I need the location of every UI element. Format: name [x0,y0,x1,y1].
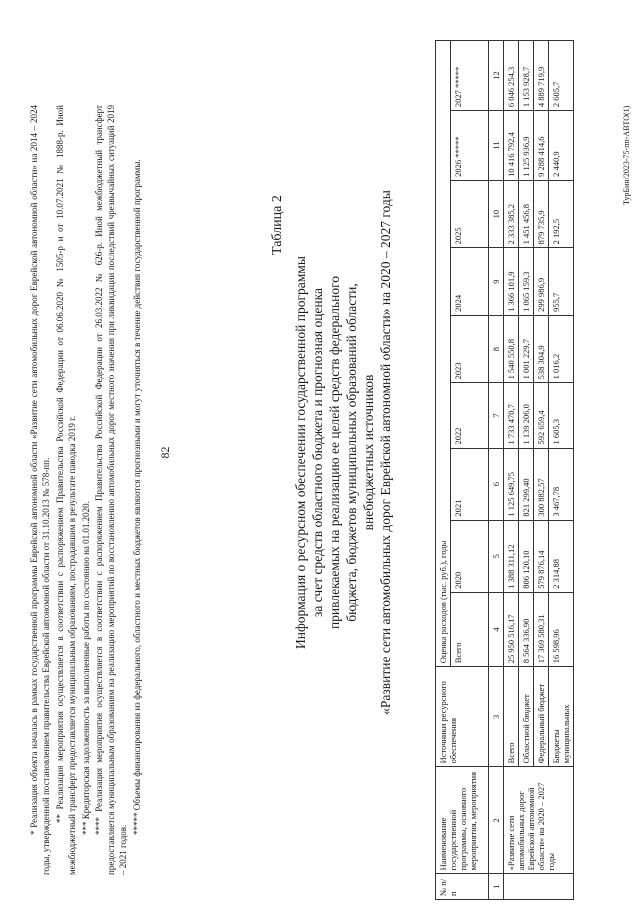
value-cell: 2 333 385,2 [504,180,519,247]
value-cell: 1 139 206,0 [519,383,534,448]
value-cell: 1 125 936,9 [519,111,534,181]
value-cell: 1 125 649,75 [504,448,519,520]
header-estimate: Оценка расходов (тыс. руб.), годы [436,41,451,667]
program-name-cell: «Развитие сети автомобильных дорог Еврейской автономной области» на 2020 – 2027 годы [504,767,574,874]
value-cell: 955,7 [549,248,574,315]
col-number: 4 [489,592,504,666]
source-cell: Всего [504,667,519,767]
value-cell: 1 016,2 [549,315,574,382]
col-number: 5 [489,520,504,592]
value-cell: 1 540 550,8 [504,315,519,382]
value-cell: 592 659,4 [534,383,549,448]
value-cell: 1 388 311,12 [504,520,519,592]
title-line: за счет средств областного бюджета и прогнозная оценка [310,288,325,617]
col-number: 9 [489,248,504,315]
table-row [504,41,519,900]
value-cell: 25 950 516,17 [504,592,519,666]
header-year: 2020 [451,520,489,592]
value-cell: 4 889 719,9 [534,41,549,111]
row-no-cell [504,874,574,900]
header-year: 2021 [451,448,489,520]
value-cell: 16 598,96 [549,592,574,666]
value-cell: 538 304,9 [534,315,549,382]
footnote-3: *** Кредиторская задолженность за выполненные работы по состоянию на 01.01.2020. [81,501,91,835]
value-cell: 2 314,88 [549,520,574,592]
footnote-5: ***** Объемы финансирования из федерального, областного и местных бюджетов являются прогнозными и могут уточняться в течение действия государственной программы. [132,159,142,835]
value-cell: 2 440,9 [549,111,574,181]
table-label: Таблица 2 [270,195,285,255]
value-cell: 2 605,7 [549,41,574,111]
page-number: 82 [158,446,172,459]
header-year: 2025 [451,180,489,247]
value-cell: 1 153 928,7 [519,41,534,111]
header-year: 2024 [451,248,489,315]
header-year: 2027 ***** [451,41,489,111]
value-cell: 1 451 456,8 [519,180,534,247]
footnote-4: **** Реализация мероприятия осуществляется в соответствии с распоряжением Правительства Российской Федерации от 26.03.2022 № 626-р. Иной межбюджетный трансферт предоставляется муниципальным образованиям на реализацию мероприятий по восстановлению автомобильных дорог местного значения при ликвидации последствий чрезвычайных ситуаций 2019 – 2021 годов. [94,105,128,875]
column-number-row [489,41,504,900]
value-cell: 299 986,9 [534,248,549,315]
col-number: 3 [489,667,504,767]
value-cell: 879 735,9 [534,180,549,247]
value-cell: 300 882,57 [534,448,549,520]
title-line: привлекаемых на реализацию ее целей средств федерального [327,275,342,630]
header-year: 2023 [451,315,489,382]
resource-table [435,40,574,900]
footnote-2: ** Реализация мероприятия осуществляется в соответствии с распоряжением Правительства Российской Федерации от 06.06.2020 № 1505-р и от 10.07.2021 № 1888-р. Иной межбюджетный трансферт предоставляется муниципальным образованиям, пострадавшим в результате паводка 2019 г. [55,105,77,875]
header-year: 2026 ***** [451,111,489,181]
footer-code: ТурБин/2023-75-пп-АВТО(1) [622,105,631,205]
footnote-1: * Реализация объекта началась в рамках государственной программы Еврейской автономной области «Развитие сети автомобильных дорог Еврейской автономной области» на 2014 – 2024 годы, утвержденной постановлением правительства Еврейской автономной области от 31.10.2013 № 578-пп. [29,105,51,875]
value-cell: 9 288 414,6 [534,111,549,181]
value-cell: 1 733 470,7 [504,383,519,448]
header-year: 2022 [451,383,489,448]
source-cell: Областной бюджет [519,667,534,767]
header-source: Источники ресурсного обеспечения [436,667,489,767]
col-number: 12 [489,41,504,111]
value-cell: 6 046 254,3 [504,41,519,111]
value-cell: 10 416 792,4 [504,111,519,181]
col-number: 11 [489,111,504,181]
col-number: 10 [489,180,504,247]
col-number: 6 [489,448,504,520]
value-cell: 1 065 159,3 [519,248,534,315]
title-line: бюджета, бюджетов муниципальных образований области, [344,283,359,622]
col-number: 2 [489,767,504,874]
title-line: Информация о ресурсном обеспечении государственной программы [293,256,308,649]
col-number: 1 [489,874,504,900]
value-cell: 2 192,5 [549,180,574,247]
header-total: Всего [451,592,489,666]
header-no: № п/п [436,874,489,900]
header-name: Наименование государственной программы, основного мероприятия, мероприятия [436,767,489,874]
value-cell: 1 366 101,9 [504,248,519,315]
value-cell: 821 299,40 [519,448,534,520]
table-title [292,60,394,845]
title-line: внебюджетных источников [361,374,376,531]
col-number: 8 [489,315,504,382]
value-cell: 1 001 229,7 [519,315,534,382]
col-number: 7 [489,383,504,448]
value-cell: 579 876,14 [534,520,549,592]
value-cell: 3 467,78 [549,448,574,520]
value-cell: 806 120,10 [519,520,534,592]
value-cell: 1 605,3 [549,383,574,448]
value-cell: 8 564 336,90 [519,592,534,666]
source-cell: Федеральный бюджет [534,667,549,767]
value-cell: 17 369 580,31 [534,592,549,666]
title-line: «Развитие сети автомобильных дорог Еврейской автономной области» на 2020 – 2027 годы [378,190,393,715]
source-cell: Бюджеты муниципальных [549,667,574,767]
